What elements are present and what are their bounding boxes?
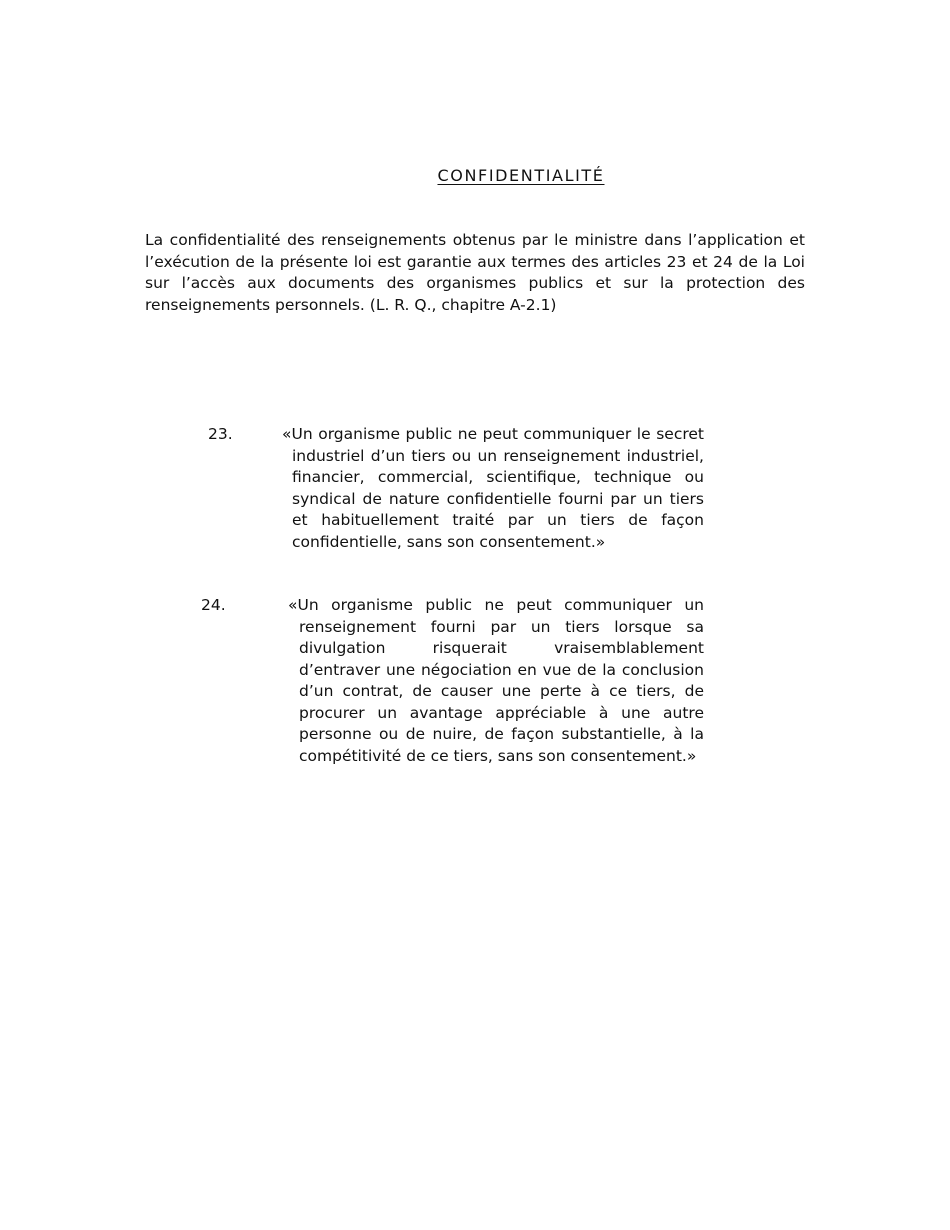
article-text: «Un organisme public ne peut communiquer le secret industriel d’un tiers ou un renseignement industriel, financier, commercial, scientifique, technique ou syndical de nature confidentielle fourni par un tiers et habituellement traité par un tiers de façon confidentielle, sans son consentement.» [282,425,704,551]
article-23 [208,424,704,553]
article-24 [201,595,704,767]
article-number: 24. [201,596,226,614]
page-title: CONFIDENTIALITÉ [437,166,605,185]
intro-paragraph: La confidentialité des renseignements obtenus par le ministre dans l’application et l’exécution de la présente loi est garantie aux termes des articles 23 et 24 de la Loi sur l’accès aux documents des organismes publics et sur la protection des renseignements personnels. (L. R. Q., chapitre A-2.1) [145,231,805,314]
article-text: «Un organisme public ne peut communiquer un renseignement fourni par un tiers lorsque sa divulgation risquerait vraisemblablement d’entraver une négociation en vue de la conclusion d’un contrat, de causer une perte à ce tiers, de procurer un avantage appréciable à une autre personne ou de nuire, de façon substantielle, à la compétitivité de ce tiers, sans son consentement.» [288,596,704,765]
article-number: 23. [208,425,233,443]
